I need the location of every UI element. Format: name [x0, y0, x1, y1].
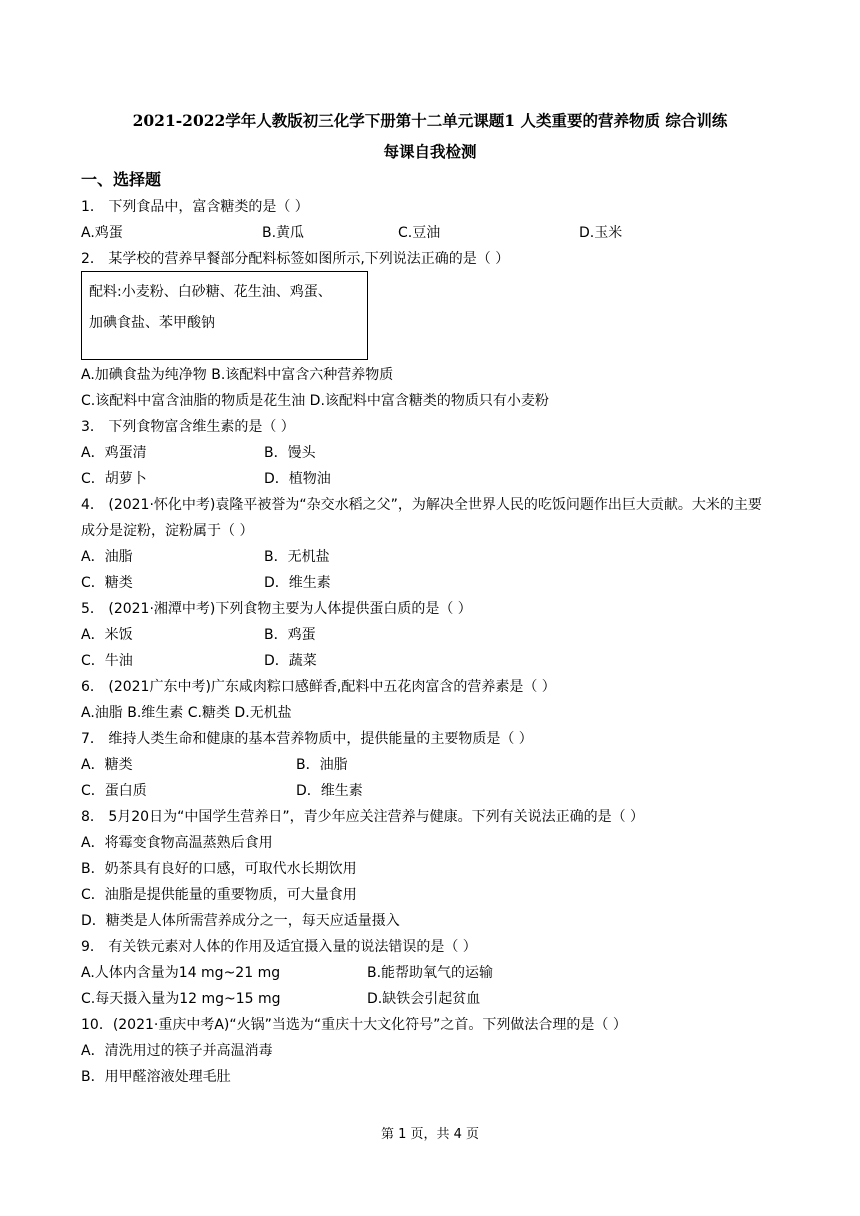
question-7-option-a: A．糖类 [81, 757, 133, 773]
ingredient-label-line1: 配料:小麦粉、白砂糖、花生油、鸡蛋、 [89, 284, 332, 300]
doc-title-line2: 每课自我检测 [383, 142, 477, 161]
question-7-option-d: D．维生素 [296, 783, 363, 799]
question-7-option-c: C．蛋白质 [81, 783, 147, 799]
question-4-stem-cont: 成分是淀粉，淀粉属于（ ） [81, 523, 254, 539]
question-3-option-b: B．馒头 [264, 445, 316, 461]
question-1-option-c: C.豆油 [398, 225, 441, 241]
section-heading: 一、选择题 [81, 170, 162, 189]
question-8-option-c: C．油脂是提供能量的重要物质，可大量食用 [81, 887, 357, 903]
question-6-stem: 6． (2021广东中考)广东咸肉粽口感鲜香,配料中五花肉富含的营养素是（ ） [81, 679, 556, 695]
question-8-stem: 8． 5月20日为“中国学生营养日”，青少年应关注营养与健康。下列有关说法正确的是（ ） [81, 809, 645, 825]
question-7-option-b: B．油脂 [296, 757, 348, 773]
doc-title-line1: 2021-2022学年人教版初三化学下册第十二单元课题1 人类重要的营养物质 综合训练 [132, 111, 728, 130]
question-4-option-a: A．油脂 [81, 549, 133, 565]
question-9-option-a: A.人体内含量为14 mg~21 mg [81, 965, 281, 981]
question-3-stem: 3． 下列食物富含维生素的是（ ） [81, 419, 295, 435]
question-9-option-d: D.缺铁会引起贫血 [367, 991, 481, 1007]
question-1-option-b: B.黄瓜 [262, 225, 305, 241]
question-10-option-a: A．清洗用过的筷子并高温消毒 [81, 1043, 273, 1059]
question-9-stem: 9． 有关铁元素对人体的作用及适宜摄入量的说法错误的是（ ） [81, 939, 477, 955]
question-4-option-c: C．糖类 [81, 575, 133, 591]
question-1-option-d: D.玉米 [579, 225, 623, 241]
question-4-stem: 4． (2021·怀化中考)袁隆平被誉为“杂交水稻之父”，为解决全世界人民的吃饭问题作出巨大贡献。大米的主要 [81, 497, 762, 513]
question-8-option-a: A．将霉变食物高温蒸熟后食用 [81, 835, 273, 851]
question-4-option-d: D．维生素 [264, 575, 331, 591]
question-1-stem: 1． 下列食品中，富含糖类的是（ ） [81, 199, 309, 215]
question-4-option-b: B．无机盐 [264, 549, 330, 565]
question-3-option-d: D．植物油 [264, 471, 331, 487]
question-2-options-cd: C.该配料中富含油脂的物质是花生油 D.该配料中富含糖类的物质只有小麦粉 [81, 393, 549, 409]
question-10-option-b: B．用甲醛溶液处理毛肚 [81, 1069, 231, 1085]
question-6-options: A.油脂 B.维生素 C.糖类 D.无机盐 [81, 705, 292, 721]
question-2-stem: 2． 某学校的营养早餐部分配料标签如图所示,下列说法正确的是（ ） [81, 251, 510, 267]
question-10-stem: 10．(2021·重庆中考A)“火锅”当选为“重庆十大文化符号”之首。下列做法合理的是（ ） [81, 1017, 627, 1033]
question-3-option-a: A．鸡蛋清 [81, 445, 147, 461]
question-5-option-c: C．牛油 [81, 653, 133, 669]
question-8-option-b: B．奶茶具有良好的口感，可取代水长期饮用 [81, 861, 357, 877]
page-footer: 第 1 页，共 4 页 [380, 1127, 480, 1142]
question-2-options-ab: A.加碘食盐为纯净物 B.该配料中富含六种营养物质 [81, 367, 394, 383]
ingredient-label-line2: 加碘食盐、苯甲酸钠 [89, 315, 215, 331]
question-5-stem: 5． (2021·湘潭中考)下列食物主要为人体提供蛋白质的是（ ） [81, 601, 472, 617]
question-5-option-d: D．蔬菜 [264, 653, 317, 669]
question-9-option-c: C.每天摄入量为12 mg~15 mg [81, 991, 281, 1007]
question-3-option-c: C．胡萝卜 [81, 471, 147, 487]
question-9-option-b: B.能帮助氧气的运输 [367, 965, 494, 981]
question-5-option-b: B．鸡蛋 [264, 627, 316, 643]
question-7-stem: 7． 维持人类生命和健康的基本营养物质中，提供能量的主要物质是（ ） [81, 731, 533, 747]
question-8-option-d: D．糖类是人体所需营养成分之一，每天应适量摄入 [81, 913, 400, 929]
question-5-option-a: A．米饭 [81, 627, 133, 643]
question-1-option-a: A.鸡蛋 [81, 225, 123, 241]
ingredient-label-box [81, 271, 368, 360]
